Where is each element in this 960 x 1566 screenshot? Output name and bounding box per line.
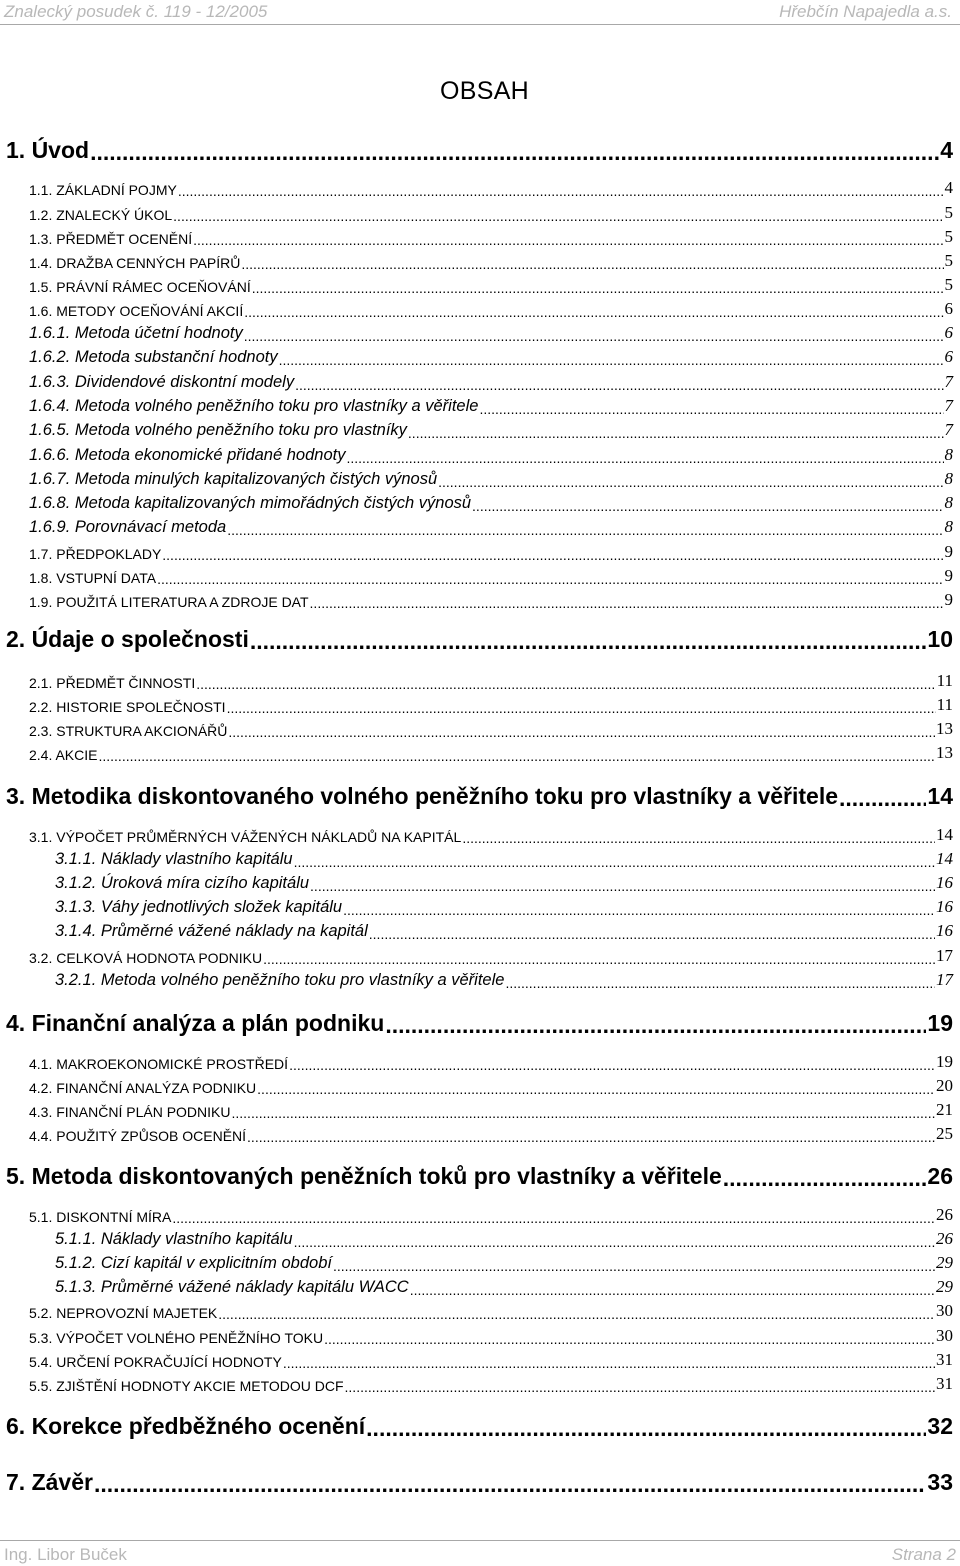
toc-chapter[interactable]: [6, 1160, 953, 1190]
toc-entry-page: 11: [936, 695, 953, 714]
toc-section[interactable]: [29, 1372, 953, 1394]
page-footer: [0, 1540, 960, 1566]
toc-section[interactable]: [29, 944, 953, 966]
toc-entry-label: 2.1. PŘEDMĚT ČINNOSTI: [29, 675, 196, 691]
toc-dot-leader: [157, 572, 943, 586]
toc-entry-page: 5: [944, 227, 953, 246]
page-title: OBSAH: [440, 77, 530, 105]
toc-entry-page: 10: [927, 626, 953, 652]
toc-entry-label: 1.6. METODY OCEŇOVÁNÍ AKCIÍ: [29, 303, 244, 319]
toc-entry-page: 9: [944, 542, 953, 561]
toc-section[interactable]: [29, 201, 953, 223]
toc-dot-leader: [257, 1082, 935, 1096]
toc-entry-label: 4.2. FINANČNÍ ANALÝZA PODNIKU: [29, 1080, 257, 1096]
toc-dot-leader: [247, 1130, 935, 1144]
toc-section[interactable]: [29, 1050, 953, 1072]
toc-section[interactable]: [29, 1122, 953, 1144]
toc-subsection[interactable]: [29, 370, 953, 392]
toc-dot-leader: [227, 701, 936, 715]
toc-subsection[interactable]: [29, 418, 953, 440]
toc-dot-leader: [218, 1307, 935, 1321]
toc-dot-leader: [438, 475, 943, 489]
toc-dot-leader: [346, 451, 943, 465]
toc-entry-page: 29: [936, 1277, 953, 1296]
toc-subsection[interactable]: [29, 467, 953, 489]
toc-dot-leader: [227, 523, 943, 537]
toc-entry-label: 3.1.2. Úroková míra cizího kapitálu: [55, 874, 310, 892]
toc-dot-leader: [244, 329, 944, 343]
toc-entry-label: 1.6.5. Metoda volného peněžního toku pro vlastníky: [29, 421, 407, 439]
toc-entry-page: 5: [944, 275, 953, 294]
toc-section[interactable]: [29, 823, 953, 845]
toc-entry-label: 5.1. DISKONTNÍ MÍRA: [29, 1209, 172, 1225]
toc-entry-label: 5.1.3. Průměrné vážené náklady kapitálu WACC: [55, 1278, 409, 1296]
toc-dot-leader: [310, 879, 935, 893]
toc-entry-page: 16: [936, 921, 953, 940]
toc-dot-leader: [172, 1211, 935, 1225]
toc-entry-label: 2.2. HISTORIE SPOLEČNOSTI: [29, 699, 226, 715]
toc-entry-page: 7: [944, 396, 953, 415]
toc-entry-label: 5. Metoda diskontovaných peněžních toků pro vlastníky a věřitele: [6, 1163, 722, 1189]
toc-entry-page: 17: [936, 946, 953, 965]
toc-entry-label: 5.4. URČENÍ POKRAČUJÍCÍ HODNOTY: [29, 1354, 282, 1370]
toc-entry-page: 5: [944, 251, 953, 270]
toc-subsection[interactable]: [55, 895, 953, 917]
toc-dot-leader: [196, 677, 935, 691]
toc-entry-page: 21: [936, 1100, 953, 1119]
toc-entry-page: 14: [936, 825, 953, 844]
toc-dot-leader: [410, 1283, 935, 1297]
toc-dot-leader: [324, 1332, 935, 1346]
toc-dot-leader: [462, 831, 935, 845]
footer-author: Ing. Libor Buček: [4, 1545, 127, 1564]
header-document-id: Znalecký posudek č. 119 - 12/2005: [4, 2, 268, 21]
toc-entry-label: 1.7. PŘEDPOKLADY: [29, 546, 162, 562]
toc-chapter[interactable]: [6, 1007, 953, 1037]
toc-section[interactable]: [29, 297, 953, 319]
toc-entry-page: 4: [944, 178, 953, 197]
toc-entry-label: 2. Údaje o společnosti: [6, 626, 249, 652]
toc-dot-leader: [289, 1058, 935, 1072]
toc-dot-leader: [505, 976, 935, 990]
toc-entry-label: 1.8. VSTUPNÍ DATA: [29, 570, 157, 586]
toc-entry-label: 1.4. DRAŽBA CENNÝCH PAPÍRŮ: [29, 255, 241, 271]
toc-entry-page: 31: [936, 1350, 953, 1369]
toc-entry-label: 1.5. PRÁVNÍ RÁMEC OCEŇOVÁNÍ: [29, 279, 251, 295]
toc-section[interactable]: [29, 717, 953, 739]
toc-dot-leader: [385, 1014, 926, 1037]
toc-chapter[interactable]: [6, 134, 953, 164]
toc-entry-label: 6. Korekce předběžného ocenění: [6, 1413, 366, 1439]
toc-entry-page: 6: [944, 299, 953, 318]
toc-section[interactable]: [29, 741, 953, 763]
toc-entry-page: 9: [944, 590, 953, 609]
toc-dot-leader: [369, 927, 935, 941]
toc-dot-leader: [252, 281, 944, 295]
toc-chapter[interactable]: [6, 780, 953, 810]
toc-entry-page: 31: [936, 1374, 953, 1393]
toc-section[interactable]: [29, 540, 953, 562]
toc-section[interactable]: [29, 1348, 953, 1370]
toc-entry-label: 3.2. CELKOVÁ HODNOTA PODNIKU: [29, 950, 263, 966]
toc-section[interactable]: [29, 1074, 953, 1096]
toc-entry-label: 4.4. POUŽITÝ ZPŮSOB OCENĚNÍ: [29, 1128, 247, 1144]
toc-dot-leader: [839, 787, 926, 810]
toc-entry-label: 4. Finanční analýza a plán podniku: [6, 1010, 385, 1036]
toc-entry-label: 1.6.3. Dividendové diskontní modely: [29, 373, 295, 391]
toc-entry-label: 1.6.9. Porovnávací metoda: [29, 518, 227, 536]
toc-entry-label: 1.6.4. Metoda volného peněžního toku pro vlastníky a věřitele: [29, 397, 479, 415]
toc-dot-leader: [294, 855, 935, 869]
toc-entry-page: 26: [936, 1205, 953, 1224]
toc-entry-label: 1.6.2. Metoda substanční hodnoty: [29, 348, 278, 366]
toc-dot-leader: [94, 1473, 926, 1496]
toc-section[interactable]: [29, 564, 953, 586]
toc-dot-leader: [178, 184, 944, 198]
toc-section[interactable]: [29, 273, 953, 295]
toc-section[interactable]: [29, 1098, 953, 1120]
toc-dot-leader: [241, 257, 943, 271]
toc-dot-leader: [283, 1356, 935, 1370]
toc-entry-page: 20: [936, 1076, 953, 1095]
toc-chapter[interactable]: [6, 1410, 953, 1440]
toc-dot-leader: [472, 499, 943, 513]
toc-entry-page: 4: [940, 137, 953, 163]
toc-entry-page: 30: [936, 1326, 953, 1345]
toc-section[interactable]: [29, 693, 953, 715]
toc-dot-leader: [294, 1235, 935, 1249]
toc-dot-leader: [193, 233, 943, 247]
toc-entry-label: 1. Úvod: [6, 137, 90, 163]
toc-dot-leader: [343, 903, 935, 917]
toc-section[interactable]: [29, 225, 953, 247]
toc-entry-label: 1.1. ZÁKLADNÍ POJMY: [29, 182, 177, 198]
toc-subsection[interactable]: [55, 1251, 953, 1273]
toc-dot-leader: [279, 353, 944, 367]
toc-dot-leader: [250, 630, 927, 653]
toc-dot-leader: [333, 1259, 935, 1273]
toc-dot-leader: [479, 402, 943, 416]
toc-entry-page: 5: [944, 203, 953, 222]
toc-dot-leader: [228, 725, 935, 739]
toc-entry-label: 3. Metodika diskontovaného volného peněžního toku pro vlastníky a věřitele: [6, 783, 839, 809]
toc-entry-page: 33: [927, 1469, 953, 1495]
toc-entry-label: 1.2. ZNALECKÝ ÚKOL: [29, 207, 173, 223]
header-company: Hřebčín Napajedla a.s.: [779, 2, 952, 21]
toc-entry-page: 32: [927, 1413, 953, 1439]
toc-entry-label: 5.3. VÝPOČET VOLNÉHO PENĚŽNÍHO TOKU: [29, 1330, 324, 1346]
toc-entry-label: 3.1.3. Váhy jednotlivých složek kapitálu: [55, 898, 343, 916]
toc-entry-label: 1.6.1. Metoda účetní hodnoty: [29, 324, 243, 342]
toc-subsection[interactable]: [55, 919, 953, 941]
footer-page-number: Strana 2: [891, 1545, 956, 1564]
toc-entry-page: 16: [936, 897, 953, 916]
toc-entry-page: 29: [936, 1253, 953, 1272]
toc-entry-label: 5.1.2. Cizí kapitál v explicitním období: [55, 1254, 332, 1272]
toc-entry-label: 5.5. ZJIŠTĚNÍ HODNOTY AKCIE METODOU DCF: [29, 1378, 344, 1394]
toc-entry-page: 8: [944, 445, 953, 464]
toc-section[interactable]: [29, 669, 953, 691]
toc-subsection[interactable]: [29, 515, 953, 537]
toc-dot-leader: [98, 749, 935, 763]
toc-section[interactable]: [29, 1299, 953, 1321]
toc-dot-leader: [244, 305, 943, 319]
toc-entry-label: 5.1.1. Náklady vlastního kapitálu: [55, 1230, 293, 1248]
toc-entry-page: 11: [936, 671, 953, 690]
toc-entry-label: 1.3. PŘEDMĚT OCENĚNÍ: [29, 231, 193, 247]
toc-subsection[interactable]: [29, 491, 953, 513]
toc-entry-page: 9: [944, 566, 953, 585]
toc-entry-page: 6: [944, 347, 953, 366]
toc-entry-label: 2.3. STRUKTURA AKCIONÁŘŮ: [29, 723, 228, 739]
toc-dot-leader: [366, 1417, 926, 1440]
toc-entry-label: 5.2. NEPROVOZNÍ MAJETEK: [29, 1305, 218, 1321]
toc-entry-page: 17: [936, 970, 953, 989]
toc-dot-leader: [90, 141, 939, 164]
toc-entry-page: 16: [936, 873, 953, 892]
toc-dot-leader: [173, 209, 943, 223]
toc-entry-page: 8: [944, 469, 953, 488]
toc-dot-leader: [408, 426, 944, 440]
toc-subsection[interactable]: [29, 321, 953, 343]
toc-chapter[interactable]: [6, 623, 953, 653]
toc-entry-label: 3.1.4. Průměrné vážené náklady na kapitál: [55, 922, 368, 940]
toc-subsection[interactable]: [55, 1275, 953, 1297]
toc-entry-page: 13: [936, 743, 953, 762]
toc-entry-page: 6: [944, 323, 953, 342]
toc-section[interactable]: [29, 176, 953, 198]
toc-entry-label: 2.4. AKCIE: [29, 747, 98, 763]
toc-entry-page: 19: [927, 1010, 953, 1036]
toc-entry-label: 1.6.8. Metoda kapitalizovaných mimořádných čistých výnosů: [29, 494, 472, 512]
toc-entry-page: 8: [944, 493, 953, 512]
toc-section[interactable]: [29, 588, 953, 610]
toc-entry-page: 13: [936, 719, 953, 738]
toc-entry-label: 1.9. POUŽITÁ LITERATURA A ZDROJE DAT: [29, 594, 309, 610]
toc-section[interactable]: [29, 1203, 953, 1225]
toc-entry-label: 4.1. MAKROEKONOMICKÉ PROSTŘEDÍ: [29, 1056, 289, 1072]
toc-entry-page: 26: [936, 1229, 953, 1248]
toc-dot-leader: [232, 1106, 936, 1120]
toc-entry-label: 3.1.1. Náklady vlastního kapitálu: [55, 850, 293, 868]
toc-entry-page: 7: [944, 372, 953, 391]
toc-entry-label: 7. Závěr: [6, 1469, 93, 1495]
toc-subsection[interactable]: [55, 847, 953, 869]
toc-dot-leader: [162, 548, 943, 562]
toc-entry-page: 30: [936, 1301, 953, 1320]
toc-entry-label: 3.2.1. Metoda volného peněžního toku pro vlastníky a věřitele: [55, 971, 505, 989]
toc-dot-leader: [723, 1167, 927, 1190]
toc-entry-label: 1.6.7. Metoda minulých kapitalizovaných čistých výnosů: [29, 470, 438, 488]
toc-section[interactable]: [29, 1324, 953, 1346]
toc-entry-label: 3.1. VÝPOČET PRŮMĚRNÝCH VÁŽENÝCH NÁKLADŮ NA KAPITÁL: [29, 829, 462, 845]
toc-dot-leader: [295, 378, 943, 392]
toc-subsection[interactable]: [29, 443, 953, 465]
toc-entry-page: 26: [927, 1163, 953, 1189]
toc-entry-page: 8: [944, 517, 953, 536]
toc-entry-page: 14: [927, 783, 953, 809]
toc-dot-leader: [263, 952, 935, 966]
toc-entry-label: 4.3. FINANČNÍ PLÁN PODNIKU: [29, 1104, 231, 1120]
toc-subsection[interactable]: [55, 968, 953, 990]
toc-subsection[interactable]: [29, 394, 953, 416]
toc-entry-page: 19: [936, 1052, 953, 1071]
toc-chapter[interactable]: [6, 1466, 953, 1496]
toc-subsection[interactable]: [29, 345, 953, 367]
toc-dot-leader: [345, 1380, 935, 1394]
toc-subsection[interactable]: [55, 1227, 953, 1249]
toc-entry-page: 25: [936, 1124, 953, 1143]
toc-dot-leader: [310, 596, 944, 610]
toc-entry-page: 7: [944, 420, 953, 439]
toc-entry-page: 14: [936, 849, 953, 868]
toc-subsection[interactable]: [55, 871, 953, 893]
toc-section[interactable]: [29, 249, 953, 271]
toc-entry-label: 1.6.6. Metoda ekonomické přidané hodnoty: [29, 446, 346, 464]
